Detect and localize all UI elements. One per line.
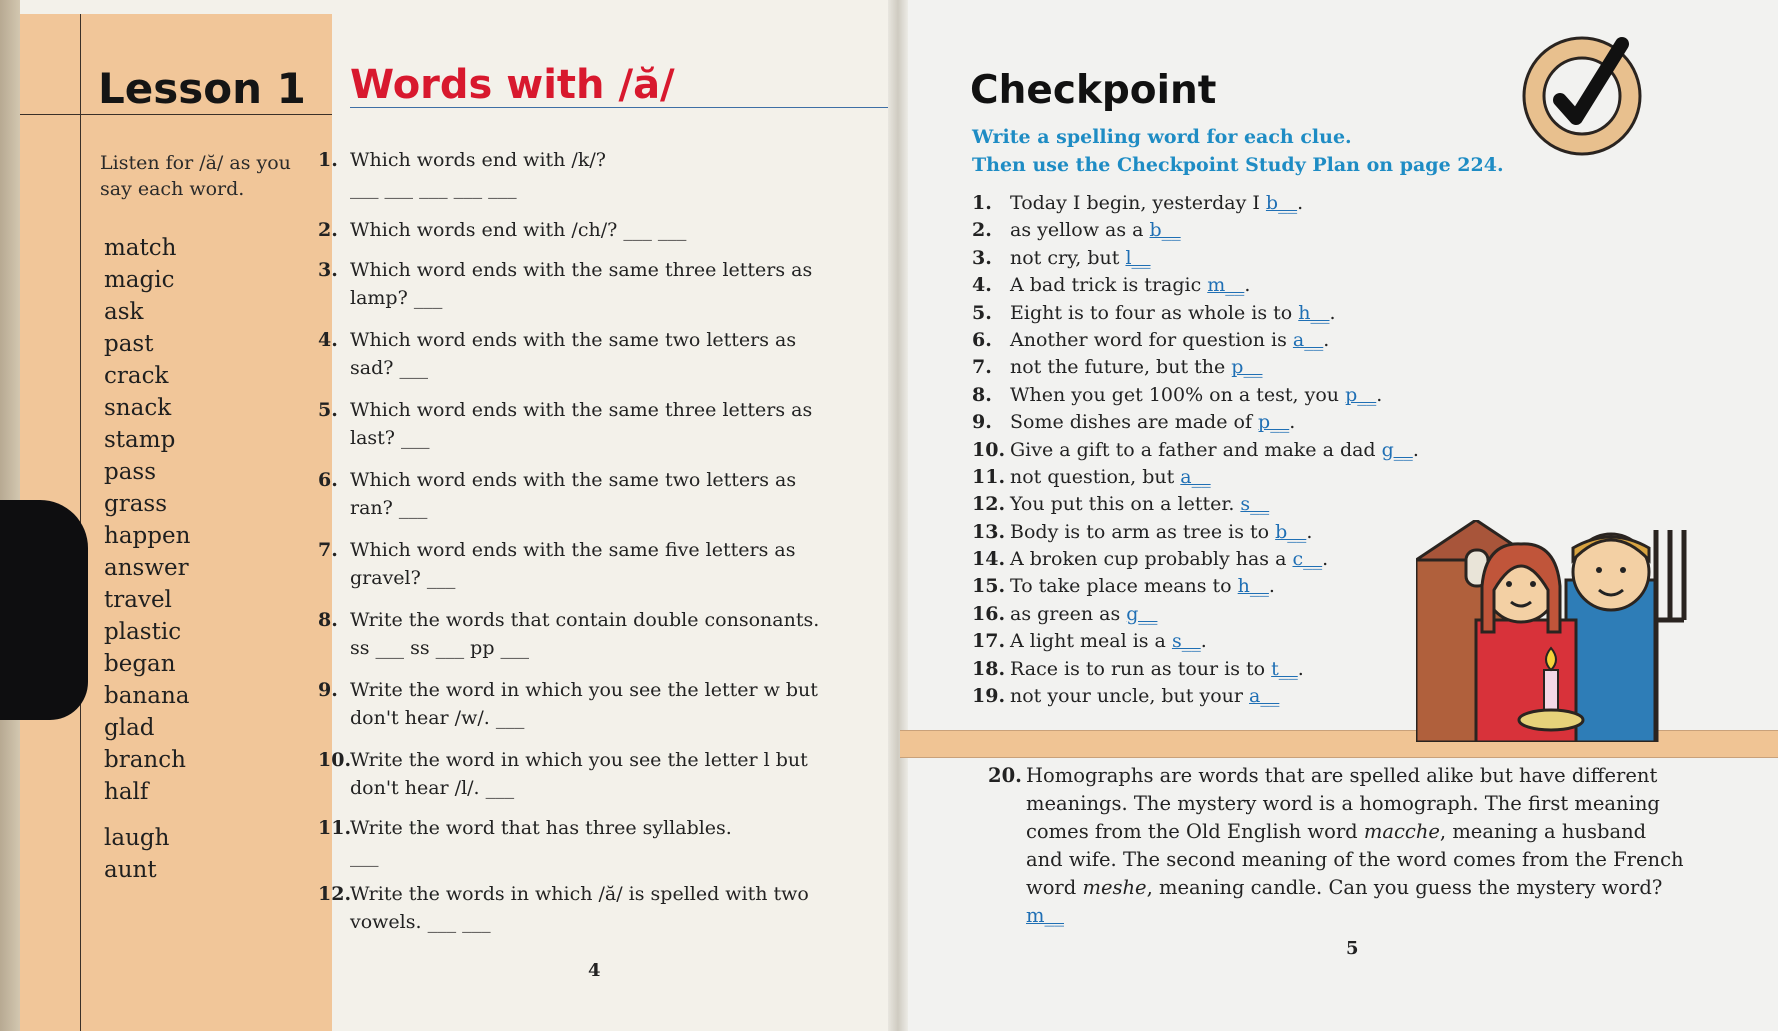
- list-item: laugh: [104, 825, 170, 851]
- question-text: Write the word in which you see the letter w but don't hear /w/.: [350, 679, 818, 729]
- header-rule: [20, 114, 332, 115]
- answer-blanks[interactable]: ___: [398, 497, 428, 519]
- answer-blank[interactable]: a__: [1292, 328, 1324, 351]
- list-item: snack: [104, 395, 172, 421]
- list-item: 13. Body is to arm as tree is to b__.: [972, 520, 1313, 543]
- question: [318, 676, 820, 732]
- answer-blank[interactable]: p__: [1345, 383, 1377, 406]
- question-text: Write the words that contain double consonants. ss ___ ss ___ pp ___: [350, 609, 820, 659]
- list-item: past: [104, 331, 154, 357]
- list-item: pass: [104, 459, 157, 485]
- list-item: half: [104, 779, 149, 805]
- answer-blanks[interactable]: ___: [495, 707, 525, 729]
- answer-blank[interactable]: g__: [1381, 438, 1413, 461]
- list-item: plastic: [104, 619, 182, 645]
- question-number: 2.: [318, 219, 338, 241]
- list-item: 16. as green as g__: [972, 602, 1158, 625]
- answer-blank[interactable]: a__: [1180, 465, 1211, 488]
- question-text: Which word ends with the same two letters as ran?: [350, 469, 797, 519]
- question: [318, 396, 820, 452]
- page-number: 5: [1346, 938, 1359, 959]
- list-item: began: [104, 651, 176, 677]
- question-number: 10.: [318, 749, 352, 771]
- answer-blanks[interactable]: ___: [426, 567, 456, 589]
- answer-blank[interactable]: h__: [1298, 301, 1330, 324]
- list-item: match: [104, 235, 177, 261]
- answer-blanks[interactable]: ___: [399, 357, 428, 379]
- question: [318, 536, 820, 592]
- list-item: 9. Some dishes are made of p__.: [972, 411, 1296, 434]
- list-item: 11. not question, but a__: [972, 465, 1211, 488]
- farm-couple-illustration: [1416, 520, 1706, 742]
- list-item: glad: [104, 715, 155, 741]
- question-text: Which words end with /ch/?: [350, 219, 618, 241]
- list-item: 18. Race is to run as tour is to t__.: [972, 657, 1304, 680]
- checkpoint-title: Checkpoint: [970, 68, 1217, 113]
- answer-blank[interactable]: g__: [1126, 602, 1158, 625]
- answer-blank[interactable]: m__: [1207, 274, 1245, 297]
- answer-blank[interactable]: t__: [1271, 657, 1298, 680]
- list-item: happen: [104, 523, 191, 549]
- answer-blanks[interactable]: ___: [413, 287, 443, 309]
- list-item: 15. To take place means to h__.: [972, 575, 1275, 598]
- question-number: 12.: [318, 883, 352, 905]
- answer-blank[interactable]: b__: [1275, 520, 1307, 543]
- lesson-label: Lesson 1: [98, 64, 306, 113]
- page-number: 4: [588, 960, 601, 981]
- question-number: 6.: [318, 469, 338, 491]
- list-item: 5. Eight is to four as whole is to h__.: [972, 301, 1336, 324]
- question-text: Which word ends with the same three letters as lamp?: [350, 259, 813, 309]
- answer-blank[interactable]: l__: [1125, 246, 1151, 269]
- book-spine: [888, 0, 908, 1031]
- question-number: 1.: [318, 149, 338, 171]
- list-item: answer: [104, 555, 189, 581]
- answer-blanks[interactable]: ___ ___: [623, 219, 687, 241]
- answer-blank[interactable]: s__: [1240, 493, 1270, 516]
- answer-blanks[interactable]: ___: [401, 427, 430, 449]
- answer-blanks[interactable]: ___ ___ ___ ___ ___: [350, 177, 517, 199]
- question: [318, 814, 820, 870]
- question-text: Which word ends with the same two letters as sad?: [350, 329, 797, 379]
- instruction-line: Then use the Checkpoint Study Plan on page 224.: [972, 154, 1504, 176]
- dark-blot: [0, 500, 88, 720]
- intro-text: Listen for /ă/ as you say each word.: [100, 152, 291, 200]
- answer-blanks[interactable]: ___: [485, 777, 515, 799]
- answer-blank[interactable]: p__: [1258, 411, 1290, 434]
- list-item: 6. Another word for question is a__.: [972, 328, 1330, 351]
- question-number: 8.: [318, 609, 338, 631]
- question-text: Which word ends with the same five letters as gravel?: [350, 539, 796, 589]
- question: [318, 256, 820, 312]
- list-item: stamp: [104, 427, 176, 453]
- clue-list: [972, 190, 1419, 710]
- list-item: 7. not the future, but the p__: [972, 356, 1263, 379]
- answer-blank[interactable]: p__: [1231, 356, 1263, 379]
- list-item: ask: [104, 299, 144, 325]
- question-number: 5.: [318, 399, 338, 421]
- answer-blank[interactable]: b__: [1149, 219, 1181, 242]
- question: [318, 466, 820, 522]
- list-item: 2. as yellow as a b__: [972, 219, 1181, 242]
- list-item: banana: [104, 683, 190, 709]
- question-number: 4.: [318, 329, 338, 351]
- question: [318, 146, 820, 202]
- word-list: [104, 232, 190, 886]
- question: [318, 606, 820, 662]
- question-text: Which words end with /k/?: [350, 149, 606, 171]
- list-item: 8. When you get 100% on a test, you p__.: [972, 383, 1383, 406]
- list-item: 12. You put this on a letter. s__: [972, 493, 1270, 516]
- list-item: travel: [104, 587, 172, 613]
- question-20: 20. Homographs are words that are spelled alike but have different meanings. The mystery word is a homograph. The first meaning comes from the Old English word macche, meaning a husband and wife. The second meaning of the word comes from the French word meshe, meaning candle. Can you guess the mystery word? m__: [988, 764, 1684, 927]
- answer-blanks[interactable]: ___ ___: [427, 911, 491, 933]
- answer-blank[interactable]: m__: [1026, 904, 1064, 927]
- instruction-line: Write a spelling word for each clue.: [972, 126, 1352, 148]
- list-item: 17. A light meal is a s__.: [972, 630, 1207, 653]
- question-number: 11.: [318, 817, 352, 839]
- list-item: 19. not your uncle, but your a__: [972, 685, 1280, 708]
- question-text: Write the word in which you see the letter l but don't hear /l/.: [350, 749, 808, 799]
- question: [318, 216, 820, 244]
- answer-blank[interactable]: b__: [1265, 192, 1298, 214]
- question: [318, 746, 820, 802]
- question-number: 7.: [318, 539, 338, 561]
- list-item: branch: [104, 747, 186, 773]
- question: [318, 326, 820, 382]
- question-text: Write the word that has three syllables.: [350, 817, 732, 839]
- question-text: Which word ends with the same three letters as last?: [350, 399, 813, 449]
- question-text: Write the words in which /ă/ is spelled with two vowels.: [350, 883, 809, 933]
- page-title: Words with /ă/: [350, 62, 675, 108]
- list-item: 1. Today I begin, yesterday I b__.: [972, 192, 1304, 214]
- answer-blank[interactable]: a__: [1249, 685, 1280, 708]
- answer-blank[interactable]: s__: [1171, 630, 1201, 653]
- answer-blank[interactable]: c__: [1292, 548, 1323, 571]
- list-item: 4. A bad trick is tragic m__.: [972, 274, 1251, 297]
- list-item: aunt: [104, 857, 157, 883]
- list-item: magic: [104, 267, 175, 293]
- question-number: 20.: [988, 764, 1022, 787]
- answer-blanks[interactable]: ___: [350, 845, 379, 867]
- check-mark-icon: [1518, 32, 1646, 160]
- question-number: 9.: [318, 679, 338, 701]
- list-item: 3. not cry, but l__: [972, 246, 1151, 269]
- list-item: 10. Give a gift to a father and make a dad g__.: [972, 438, 1419, 461]
- question-number: 3.: [318, 259, 338, 281]
- question: [318, 880, 820, 936]
- list-item: 14. A broken cup probably has a c__.: [972, 548, 1329, 571]
- list-item: crack: [104, 363, 169, 389]
- answer-blank[interactable]: h__: [1237, 575, 1269, 598]
- list-item: grass: [104, 491, 168, 517]
